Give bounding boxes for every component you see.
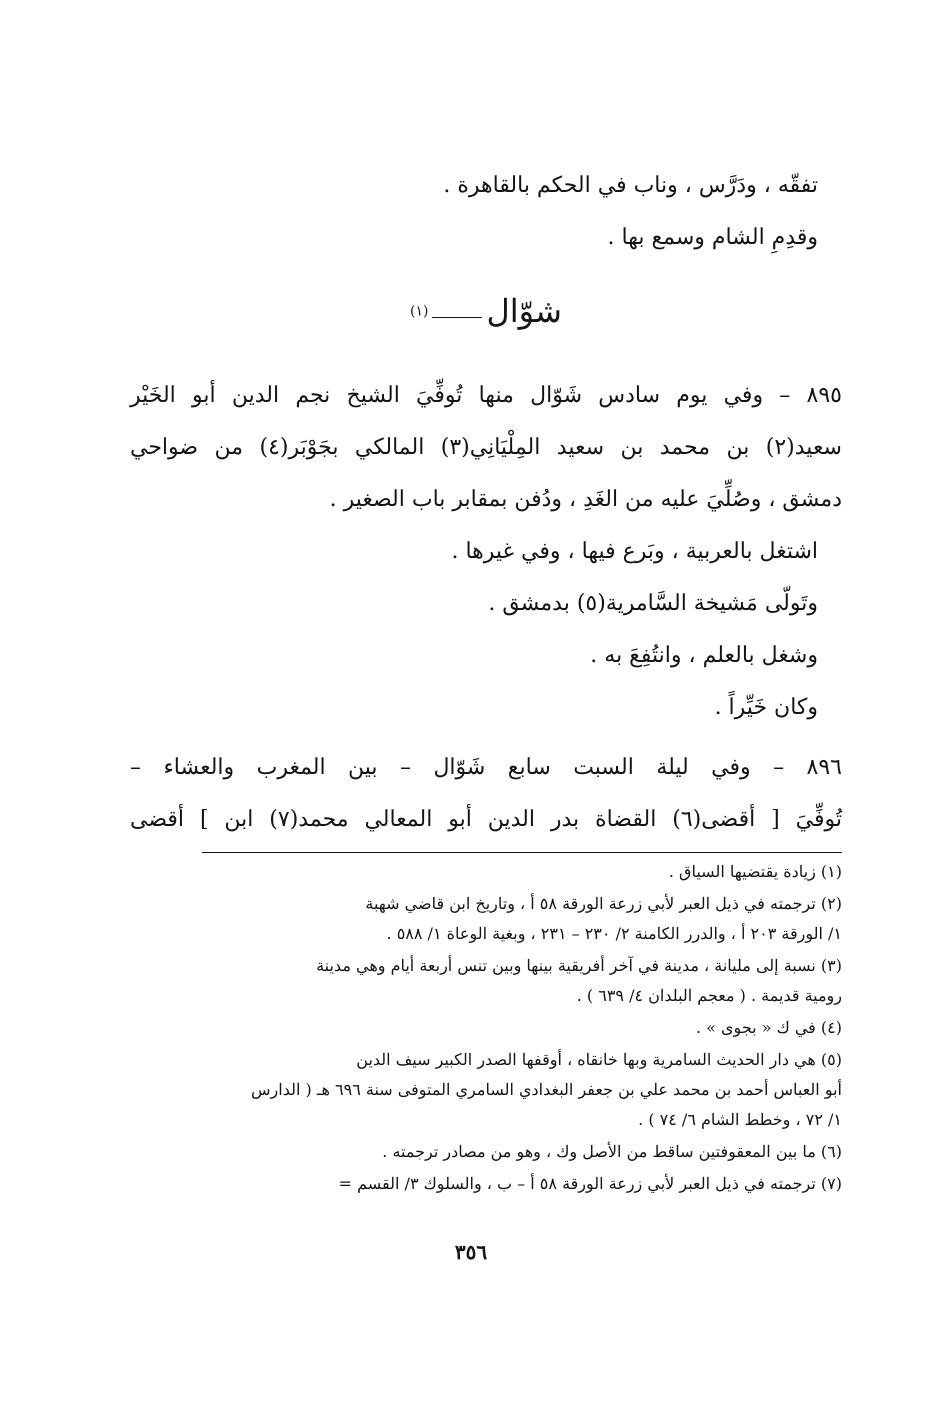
footnotes [130, 857, 842, 1199]
entry-895 [130, 370, 842, 734]
continuation-line: تفقّه ، ودَرَّس ، وناب في الحكم بالقاهرة . [443, 173, 818, 198]
entry-line: تُوفِّيَ [ أقضى(٦) القضاة بدر الدين أبو المعالي محمد(٧) ابن ] أقضى [130, 807, 842, 832]
entry-sub-line: اشتغل بالعربية ، وبَرع فيها ، وفي غيرها . [451, 539, 818, 564]
page-number: ٣٥٦ [454, 1240, 488, 1264]
section-title-footnote-ref: (١) [410, 303, 429, 320]
footnote-line: ١/ ٧٢ ، وخطط الشام ٦/ ٧٤ ) . [638, 1110, 842, 1129]
footnote-line: (١) زيادة يقتضيها السياق . [668, 862, 842, 881]
footnote-line: أبو العباس أحمد بن محمد علي بن جعفر البغدادي السامري المتوفى سنة ٦٩٦ هـ ( الدارس [250, 1080, 842, 1099]
footnote-4 [130, 1013, 842, 1043]
footnote-1 [130, 857, 842, 887]
footnote-line: (٢) ترجمته في ذيل العبر لأبي زرعة الورقة ٥٨ أ ، وتاريخ ابن قاضي شهبة [365, 894, 842, 913]
entry-896 [130, 742, 842, 846]
page-body [130, 160, 842, 1201]
entry-line: دمشق ، وصُلِّيَ عليه من الغَدِ ، ودُفن بمقابر باب الصغير . [329, 487, 842, 512]
footnote-line: ١/ الورقة ٢٠٣ أ ، والدرر الكامنة ٢/ ٢٣٠ – ٢٣١ ، وبغية الوعاة ١/ ٥٨٨ . [386, 924, 842, 943]
footnote-line: (٥) هي دار الحديث السامرية وبها خانقاه ، أوقفها الصدر الكبير سيف الدين [356, 1050, 842, 1069]
footnote-5 [130, 1045, 842, 1135]
continuation-block [130, 160, 842, 264]
footnote-line: رومية قديمة . ( معجم البلدان ٤/ ٦٣٩ ) . [576, 986, 842, 1005]
entry-line: ٨٩٦ – وفي ليلة السبت سابع شَوّال – بين المغرب والعشاء – [130, 755, 842, 780]
footnote-7 [130, 1169, 842, 1199]
footnote-line: (٧) ترجمته في ذيل العبر لأبي زرعة الورقة ٥٨ أ – ب ، والسلوك ٣/ القسم = [338, 1174, 842, 1193]
footnote-line: (٤) في ك « بجوى » . [695, 1018, 842, 1037]
footnote-3 [130, 951, 842, 1011]
continuation-line: وقدِمِ الشام وسمع بها . [607, 225, 818, 250]
footnote-6 [130, 1137, 842, 1167]
title-underline [432, 317, 482, 318]
entry-sub-line: وشغل بالعلم ، وانتُفِعَ به . [590, 643, 818, 668]
footnote-line: (٦) ما بين المعقوفتين ساقط من الأصل وك ، وهو من مصادر ترجمته . [382, 1142, 842, 1161]
section-title-word: شوّال [486, 292, 562, 330]
entry-line: سعيد(٢) بن محمد بن سعيد المِلْيَانِي(٣) المالكي بجَوْبَر(٤) من ضواحي [130, 435, 842, 460]
section-title [130, 292, 842, 344]
footnote-separator [202, 852, 842, 853]
entry-sub-line: وكان خَيِّراً . [714, 695, 818, 720]
footnote-2 [130, 889, 842, 949]
footnote-line: (٣) نسبة إلى مليانة ، مدينة في آخر أفريقية بينها وبين تنس أربعة أيام وهي مدينة [316, 956, 842, 975]
entry-line: ٨٩٥ – وفي يوم سادس شَوّال منها تُوفِّيَ الشيخ نجم الدين أبو الخَيْر [130, 383, 842, 408]
entry-sub-line: وتَولّى مَشيخة السَّامرية(٥) بدمشق . [488, 591, 818, 616]
